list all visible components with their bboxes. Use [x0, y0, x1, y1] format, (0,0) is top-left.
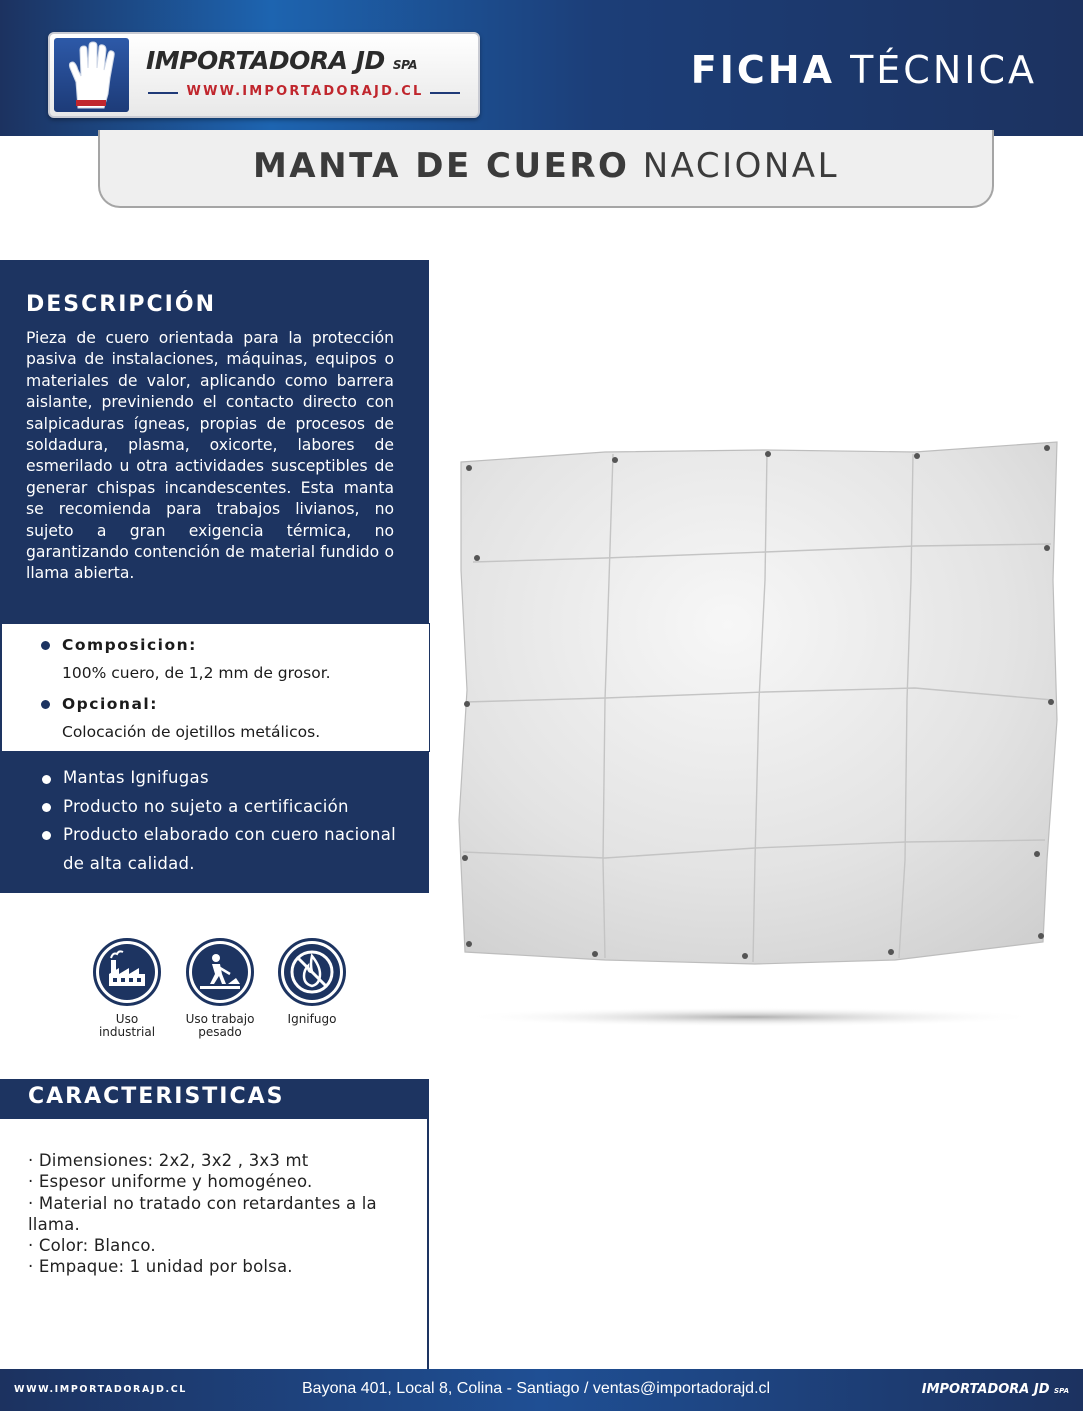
bullet-icon	[41, 700, 50, 709]
description-text: Pieza de cuero orientada para la protección pasiva de instalaciones, máquinas, equipos o materiales de valor, aplicando como barrera aislante, previniendo el contacto directo con salpicaduras ígneas, propias de procesos de soldadura, plasma, oxicorte, labores de esmerilado u otra actividades susceptibles de generar chispas incandescentes. Esta manta se recomienda para trabajos livianos, no sujeto a gran exigencia térmica, no garantizando contención de material fundido o llama abierta.	[26, 329, 394, 583]
characteristic-item: · Empaque: 1 unidad por bolsa.	[28, 1257, 293, 1277]
brand-name: IMPORTADORA JD SPA	[146, 46, 418, 75]
header-banner	[0, 0, 1083, 136]
fire-prohibited-icon	[278, 938, 346, 1006]
characteristic-item: · Dimensiones: 2x2, 3x2 , 3x3 mt	[28, 1151, 309, 1170]
glove-icon	[54, 38, 129, 112]
feature-item: Producto elaborado con cuero nacional	[63, 825, 396, 844]
feature-item: Producto no sujeto a certificación	[63, 797, 349, 816]
usage-label-heavy: Uso trabajo pesado	[185, 1012, 255, 1039]
worker-shovel-icon	[186, 938, 254, 1006]
spec-label-optional: Opcional:	[62, 695, 158, 713]
brand-url: WWW.IMPORTADORAJD.CL	[186, 84, 424, 99]
spec-value-composition: 100% cuero, de 1,2 mm de grosor.	[62, 664, 331, 682]
characteristics-heading: CARACTERISTICAS	[28, 1084, 285, 1109]
usage-label-fireproof: Ignifugo	[287, 1012, 337, 1026]
footer-brand: IMPORTADORA JD SPA	[921, 1382, 1069, 1397]
usage-label-industrial: Uso industrial	[98, 1012, 156, 1039]
title-tab	[98, 130, 994, 208]
factory-icon	[93, 938, 161, 1006]
characteristics-divider	[427, 1119, 429, 1369]
spec-value-optional: Colocación de ojetillos metálicos.	[62, 723, 321, 741]
bullet-icon	[42, 831, 51, 840]
footer-address: Bayona 401, Local 8, Colina - Santiago / ventas@importadorajd.cl	[302, 1380, 771, 1397]
bullet-icon	[41, 641, 50, 650]
characteristic-item: · Material no tratado con retardantes a la llama.	[28, 1193, 377, 1234]
product-image	[455, 440, 1059, 1030]
bullet-icon	[42, 803, 51, 812]
doc-type: FICHA TÉCNICA	[690, 48, 1037, 92]
feature-item-continuation: de alta calidad.	[63, 854, 195, 873]
footer-url[interactable]: WWW.IMPORTADORAJD.CL	[14, 1384, 187, 1395]
feature-item: Mantas Ignifugas	[63, 768, 209, 787]
spec-label-composition: Composicion:	[62, 636, 197, 654]
description-heading: DESCRIPCIÓN	[26, 292, 216, 317]
characteristic-item: · Espesor uniforme y homogéneo.	[28, 1172, 313, 1192]
company-logo	[48, 32, 480, 118]
characteristics-list	[28, 1150, 398, 1278]
footer-bar	[0, 1369, 1083, 1411]
characteristic-item: · Color: Blanco.	[28, 1236, 156, 1256]
bullet-icon	[42, 775, 51, 784]
page-title: MANTA DE CUERO NACIONAL	[252, 146, 840, 186]
